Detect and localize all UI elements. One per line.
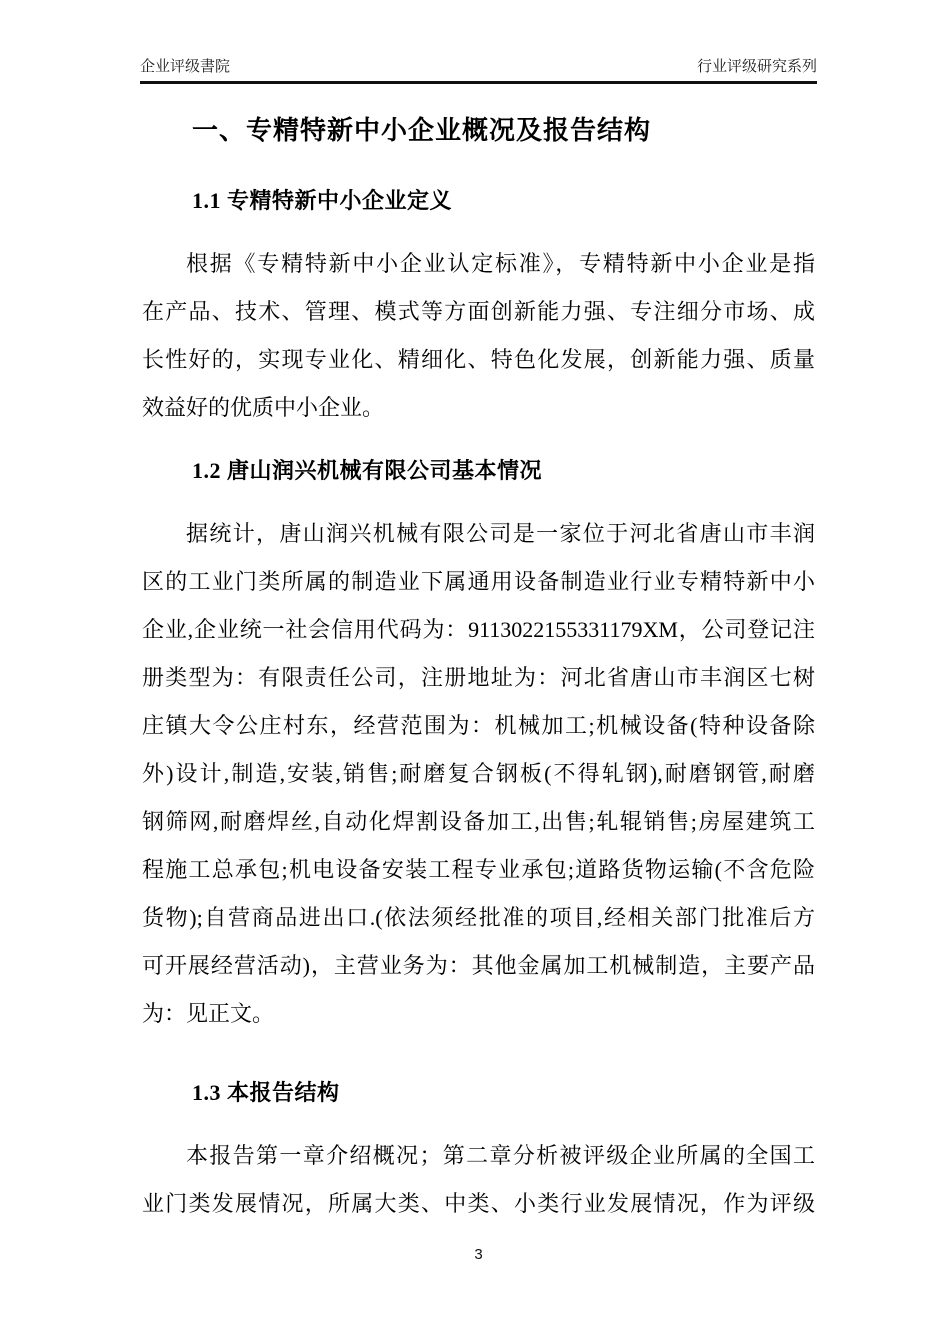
header-right-text: 行业评级研究系列: [696, 58, 817, 75]
paragraph-line: 钢筛网,耐磨焊丝,自动化焊割设备加工,出售;轧辊销售;房屋建筑工: [142, 809, 815, 834]
section-heading-1-2: 1.2 唐山润兴机械有限公司基本情况: [192, 458, 543, 483]
paragraph-line: 在产品、技术、管理、模式等方面创新能力强、专注细分市场、成: [142, 299, 815, 324]
page-title: 一、专精特新中小企业概况及报告结构: [192, 116, 652, 145]
paragraph-line: 本报告第一章介绍概况；第二章分析被评级企业所属的全国工: [186, 1143, 815, 1168]
page-body: [142, 114, 815, 1264]
header-left-text: 企业评级書院: [140, 58, 231, 75]
paragraph-line: 货物);自营商品进出口.(依法须经批准的项目,经相关部门批准后方: [142, 905, 815, 930]
paragraph-1-1: [142, 240, 815, 432]
paragraph-line: 可开展经营活动)，主营业务为：其他金属加工机械制造，主要产品: [142, 953, 815, 978]
page-number: 3: [474, 1246, 483, 1263]
paragraph-line: 程施工总承包;机电设备安装工程专业承包;道路货物运输(不含危险: [142, 857, 815, 882]
paragraph-line: 长性好的，实现专业化、精细化、特色化发展，创新能力强、质量: [142, 347, 815, 372]
paragraph-line: 庄镇大令公庄村东，经营范围为：机械加工;机械设备(特种设备除: [142, 713, 815, 738]
paragraph-1-2: [142, 510, 815, 1038]
page-header: [140, 0, 817, 84]
paragraph-line: 据统计，唐山润兴机械有限公司是一家位于河北省唐山市丰润: [186, 521, 815, 546]
page-header-rule: [140, 58, 817, 84]
section-heading-1-1: 1.1 专精特新中小企业定义: [192, 188, 453, 213]
section-heading-1-3: 1.3 本报告结构: [192, 1080, 340, 1105]
paragraph-line: 企业,企业统一社会信用代码为：9113022155331179XM，公司登记注: [142, 617, 815, 642]
paragraph-1-3: [142, 1132, 815, 1228]
paragraph-line: 为：见正文。: [142, 1001, 275, 1026]
paragraph-line: 外)设计,制造,安装,销售;耐磨复合钢板(不得轧钢),耐磨钢管,耐磨: [142, 761, 815, 786]
paragraph-line: 根据《专精特新中小企业认定标准》，专精特新中小企业是指: [186, 251, 815, 276]
paragraph-line: 业门类发展情况，所属大类、中类、小类行业发展情况，作为评级: [142, 1191, 815, 1216]
paragraph-line: 效益好的优质中小企业。: [142, 395, 385, 420]
paragraph-line: 区的工业门类所属的制造业下属通用设备制造业行业专精特新中小: [142, 569, 815, 594]
paragraph-line: 册类型为：有限责任公司，注册地址为：河北省唐山市丰润区七树: [142, 665, 815, 690]
